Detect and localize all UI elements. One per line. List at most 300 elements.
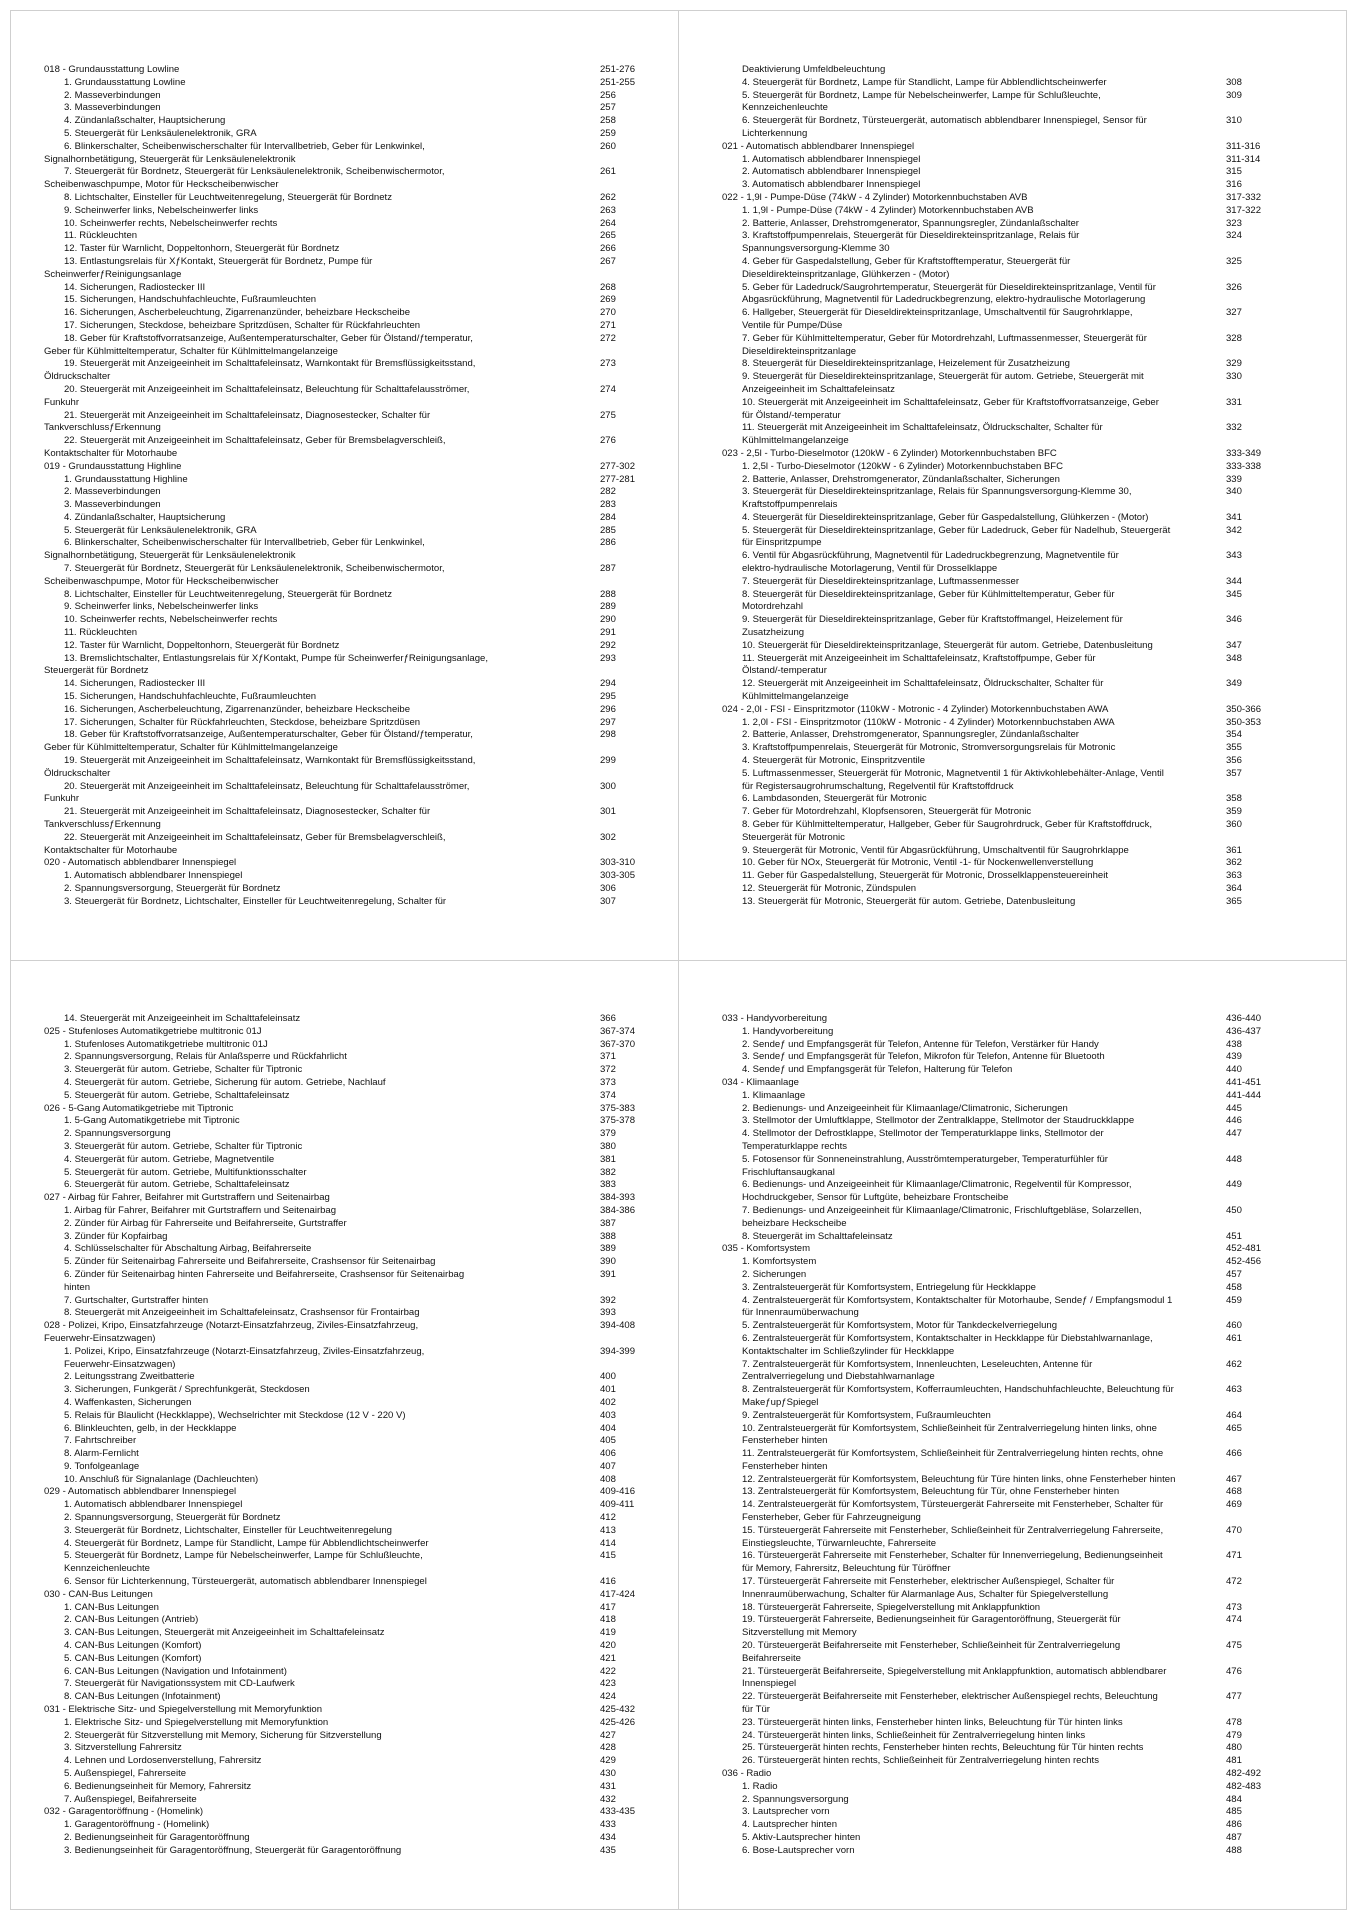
entry-page-number: 272 [600, 332, 616, 344]
toc-subentry [44, 1282, 644, 1295]
entry-page-number: 285 [600, 524, 616, 536]
quadrant-top-left [44, 64, 644, 910]
entry-title: 11. Geber für Gaspedalstellung, Steuergerät für Motronic, Drosselklappensteuereinheit [742, 870, 1108, 882]
toc-subentry [722, 589, 1262, 602]
toc-subentry [44, 1512, 644, 1525]
entry-page-number [600, 550, 644, 563]
toc-subentry [44, 166, 644, 179]
entry-title: 5. Steuergerät für Dieseldirekteinspritzanlage, Geber für Ladedruck, Geber für Nadelhub, Steuergerät [742, 524, 1171, 536]
entry-title: 1. Automatisch abblendbarer Innenspiegel [64, 1499, 243, 1511]
entry-page-number: 303-310 [600, 857, 636, 869]
entry-title: 5. Außenspiegel, Fahrerseite [64, 1768, 187, 1780]
entry-page-number [600, 793, 644, 806]
entry-title: 2. Sendeƒ und Empfangsgerät für Telefon, Antenne für Telefon, Verstärker für Handy [742, 1038, 1099, 1050]
entry-page-number: 275 [600, 409, 616, 421]
entry-title: Kontaktschalter im Schließzylinder für Heckklappe [742, 1345, 955, 1357]
entry-page-number: 425-426 [600, 1716, 636, 1728]
toc-section-entry [44, 857, 644, 870]
toc-subentry [44, 1499, 644, 1512]
entry-page-number: 479 [1226, 1729, 1242, 1741]
entry-title: TankverschlussƒErkennung [44, 819, 161, 831]
entry-title: 024 - 2,0l - FSI - Einspritzmotor (110kW - Motronic - 4 Zylinder) Motorkennbuchstaben AWA [722, 703, 1109, 715]
toc-subentry [722, 422, 1262, 435]
entry-page-number: 357 [1226, 767, 1242, 779]
entry-title: 8. Alarm-Fernlicht [64, 1448, 139, 1460]
entry-page-number: 282 [600, 486, 616, 498]
toc-subentry [722, 1806, 1262, 1819]
entry-page-number: 486 [1226, 1819, 1242, 1831]
entry-page-number [1226, 781, 1262, 794]
toc-subentry [722, 1167, 1262, 1180]
toc-subentry [722, 1512, 1262, 1525]
toc-subentry [44, 1832, 644, 1845]
entry-title: 14. Sicherungen, Radiostecker III [64, 281, 206, 293]
toc-subentry [44, 1781, 644, 1794]
entry-title: Funkuhr [44, 793, 80, 805]
entry-title: Beifahrerseite [742, 1652, 801, 1664]
entry-page-number: 286 [600, 537, 616, 549]
entry-title: 9. Steuergerät für Motronic, Ventil für Abgasrückführung, Umschaltventil für Saugrohrklappe [742, 844, 1129, 856]
entry-title: 1. Airbag für Fahrer, Beifahrer mit Gurtstraffern und Seitenairbag [64, 1204, 337, 1216]
entry-title: Funkuhr [44, 396, 80, 408]
entry-title: 7. Steuergerät für Bordnetz, Steuergerät für Lenksäulenelektronik, Scheibenwischermotor, [64, 166, 445, 178]
entry-title: Kontaktschalter für Motorhaube [44, 844, 178, 856]
toc-subentry [44, 1346, 644, 1359]
toc-subentry [722, 435, 1262, 448]
entry-page-number: 274 [600, 383, 616, 395]
entry-page-number: 480 [1226, 1742, 1242, 1754]
toc-subentry [722, 294, 1262, 307]
entry-title: Fensterheber, Geber für Fahrzeugneigung [742, 1512, 921, 1524]
entry-page-number: 460 [1226, 1320, 1242, 1332]
entry-title: Scheibenwaschpumpe, Motor für Heckscheibenwischer [44, 179, 279, 191]
entry-title: Geber für Kühlmitteltemperatur, Schalter für Kühlmittelmangelanzeige [44, 345, 338, 357]
entry-page-number: 298 [600, 729, 616, 741]
toc-subentry [44, 729, 644, 742]
toc-subentry [44, 1243, 644, 1256]
entry-page-number: 468 [1226, 1486, 1242, 1498]
entry-title: 1. Komfortsystem [742, 1256, 817, 1268]
toc-section-entry [44, 422, 644, 435]
entry-page-number: 404 [600, 1422, 616, 1434]
entry-page-number: 293 [600, 652, 616, 664]
toc-subentry [44, 1179, 644, 1192]
toc-section-entry [722, 1077, 1262, 1090]
toc-subentry [44, 1691, 644, 1704]
toc-subentry [722, 1359, 1262, 1372]
toc-subentry [722, 1384, 1262, 1397]
entry-title: Kontaktschalter für Motorhaube [44, 447, 178, 459]
entry-page-number: 470 [1226, 1524, 1242, 1536]
entry-page-number: 287 [600, 563, 616, 575]
toc-subentry [44, 1013, 644, 1026]
entry-page-number: 350-353 [1226, 716, 1262, 728]
entry-page-number: 257 [600, 102, 616, 114]
toc-subentry [44, 1563, 644, 1576]
toc-subentry [44, 537, 644, 550]
toc-subentry [722, 77, 1262, 90]
toc-subentry [722, 1845, 1262, 1858]
entry-title: 9. Tonfolgeanlage [64, 1460, 140, 1472]
toc-subentry [722, 1371, 1262, 1384]
entry-title: Öldruckschalter [44, 767, 111, 779]
entry-title: 4. Steuergerät für Motronic, Einspritzventile [742, 755, 926, 767]
entry-page-number: 433-435 [600, 1806, 636, 1818]
entry-page-number: 270 [600, 307, 616, 319]
entry-page-number: 471 [1226, 1550, 1242, 1562]
entry-title: für Memory, Fahrersitz, Beleuchtung für Türöffner [742, 1563, 951, 1575]
entry-title: Dieseldirekteinspritzanlage, Glühkerzen - (Motor) [742, 268, 950, 280]
toc-section-entry [44, 1333, 644, 1346]
entry-title: 018 - Grundausstattung Lowline [44, 64, 180, 75]
toc-subentry [722, 1819, 1262, 1832]
quadrant-bottom-right [722, 1013, 1262, 1859]
entry-page-number [1226, 1461, 1262, 1474]
entry-title: 019 - Grundausstattung Highline [44, 460, 182, 472]
entry-page-number: 311-316 [1226, 140, 1261, 152]
entry-page-number: 390 [600, 1256, 616, 1268]
toc-section-entry [722, 448, 1262, 461]
entry-page-number: 387 [600, 1217, 616, 1229]
entry-page-number: 488 [1226, 1844, 1242, 1856]
toc-section-entry [44, 461, 644, 474]
entry-title: 029 - Automatisch abblendbarer Innenspiegel [44, 1486, 237, 1498]
entry-page-number [1226, 1678, 1262, 1691]
entry-page-number [600, 845, 644, 858]
toc-subentry [44, 1576, 644, 1589]
toc-subentry [722, 1627, 1262, 1640]
toc-subentry [722, 1218, 1262, 1231]
entry-title: 4. Steuergerät für Bordnetz, Lampe für Standlicht, Lampe für Abblendlichtscheinwerfer [742, 76, 1107, 88]
toc-section-entry [44, 793, 644, 806]
entry-page-number: 429 [600, 1755, 616, 1767]
toc-subentry [44, 1794, 644, 1807]
toc-subentry [44, 755, 644, 768]
entry-title: 11. Steuergerät mit Anzeigeeinheit im Schalttafeleinsatz, Kraftstoffpumpe, Geber für [742, 652, 1096, 664]
entry-page-number: 260 [600, 140, 616, 152]
entry-title: Spannungsversorgung-Klemme 30 [742, 243, 890, 255]
entry-title: 13. Zentralsteuergerät für Komfortsystem, Beleuchtung für Tür, ohne Fensterheber hinten [742, 1486, 1120, 1498]
entry-title: 5. CAN-Bus Leitungen (Komfort) [64, 1652, 202, 1664]
entry-page-number [1226, 320, 1262, 333]
entry-title: 5. Steuergerät für autom. Getriebe, Schalttafeleinsatz [64, 1089, 290, 1101]
entry-page-number: 316 [1226, 179, 1242, 191]
entry-title: 2. Batterie, Anlasser, Drehstromgenerator, Spannungsregler, Zündanlaßschalter [742, 217, 1079, 229]
toc-subentry [44, 1039, 644, 1052]
entry-page-number: 401 [600, 1384, 616, 1396]
entry-page-number: 413 [600, 1524, 616, 1536]
entry-page-number: 359 [1226, 806, 1242, 818]
entry-page-number [1226, 1653, 1262, 1666]
entry-page-number: 307 [600, 895, 616, 907]
entry-title: 6. Bose-Lautsprecher vorn [742, 1844, 855, 1856]
toc-subentry [44, 1550, 644, 1563]
toc-section-entry [44, 1486, 644, 1499]
entry-page-number: 424 [600, 1691, 616, 1703]
entry-title: 3. Sitzverstellung Fahrersitz [64, 1742, 182, 1754]
toc-subentry [722, 806, 1262, 819]
entry-title: Öldruckschalter [44, 371, 111, 383]
entry-page-number: 366 [600, 1013, 616, 1024]
toc-subentry [44, 1090, 644, 1103]
entry-title: Signalhornbetätigung, Steuergerät für Lenksäulenelektronik [44, 153, 296, 165]
entry-page-number: 375-378 [600, 1115, 636, 1127]
entry-title: 24. Türsteuergerät hinten links, Schließeinheit für Zentralverriegelung hinten links [742, 1729, 1086, 1741]
entry-title: Hochdruckgeber, Sensor für Luftgüte, beheizbare Frontscheibe [742, 1192, 1009, 1204]
entry-page-number: 256 [600, 89, 616, 101]
toc-subentry [722, 230, 1262, 243]
toc-subentry [722, 1320, 1262, 1333]
entry-page-number: 419 [600, 1627, 616, 1639]
toc-subentry [44, 1435, 644, 1448]
entry-page-number: 342 [1226, 524, 1242, 536]
entry-title: 7. Außenspiegel, Beifahrerseite [64, 1793, 197, 1805]
toc-subentry [722, 486, 1262, 499]
entry-page-number: 296 [600, 703, 616, 715]
entry-title: 12. Steuergerät mit Anzeigeeinheit im Schalttafeleinsatz, Öldruckschalter, Schalter für [742, 678, 1104, 690]
entry-page-number: 449 [1226, 1179, 1242, 1191]
entry-title: 12. Zentralsteuergerät für Komfortsystem, Beleuchtung für Türe hinten links, ohne Fensterheber hinten [742, 1473, 1176, 1485]
entry-page-number: 462 [1226, 1358, 1242, 1370]
entry-title: 13. Bremslichtschalter, Entlastungsrelais für XƒKontakt, Pumpe für ScheinwerferƒReinigungsanlage, [64, 652, 489, 664]
entry-page-number: 389 [600, 1243, 616, 1255]
toc-subentry [722, 665, 1262, 678]
entry-page-number: 458 [1226, 1281, 1242, 1293]
toc-subentry [44, 1627, 644, 1640]
entry-page-number: 258 [600, 115, 616, 127]
entry-title: 6. Blinkerschalter, Scheibenwischerschalter für Intervallbetrieb, Geber für Lenkwinkel, [64, 140, 425, 152]
toc-subentry [722, 154, 1262, 167]
entry-title: 4. Steuergerät für autom. Getriebe, Magnetventile [64, 1153, 275, 1165]
toc-section-entry [722, 141, 1262, 154]
toc-subentry [722, 205, 1262, 218]
entry-page-number: 482-483 [1226, 1780, 1262, 1792]
toc-subentry [44, 474, 644, 487]
entry-title: 4. Geber für Gaspedalstellung, Geber für Kraftstofftemperatur, Steuergerät für [742, 255, 1071, 267]
entry-page-number: 262 [600, 191, 616, 203]
toc-subentry [44, 1167, 644, 1180]
entry-title: 14. Steuergerät mit Anzeigeeinheit im Schalttafeleinsatz [64, 1013, 301, 1024]
toc-subentry [44, 320, 644, 333]
entry-page-number: 266 [600, 243, 616, 255]
entry-page-number: 326 [1226, 281, 1242, 293]
entry-page-number: 478 [1226, 1716, 1242, 1728]
toc-subentry [44, 1205, 644, 1218]
quadrant-top-right [722, 64, 1262, 910]
entry-page-number: 446 [1226, 1115, 1242, 1127]
toc-subentry [722, 1051, 1262, 1064]
entry-title: 020 - Automatisch abblendbarer Innenspiegel [44, 857, 237, 869]
entry-page-number [1226, 1218, 1262, 1231]
toc-subentry [722, 1307, 1262, 1320]
entry-page-number: 299 [600, 755, 616, 767]
entry-page-number: 382 [600, 1166, 616, 1178]
entry-page-number: 332 [1226, 422, 1242, 434]
entry-page-number: 457 [1226, 1268, 1242, 1280]
toc-subentry [44, 1678, 644, 1691]
entry-title: 3. Masseverbindungen [64, 499, 161, 511]
entry-page-number [600, 397, 644, 410]
entry-page-number: 372 [600, 1064, 616, 1076]
entry-page-number: 373 [600, 1076, 616, 1088]
toc-subentry [722, 256, 1262, 269]
entry-page-number: 267 [600, 255, 616, 267]
entry-title: 2. Spannungsversorgung, Relais für Anlaßsperre und Rückfahrlicht [64, 1051, 347, 1063]
entry-page-number: 391 [600, 1268, 616, 1280]
entry-title: 2. Spannungsversorgung [742, 1793, 849, 1805]
entry-page-number [1226, 269, 1262, 282]
toc-subentry [722, 1282, 1262, 1295]
entry-page-number: 422 [600, 1665, 616, 1677]
toc-section-entry [722, 1243, 1262, 1256]
entry-page-number: 436-440 [1226, 1013, 1262, 1024]
toc-subentry [722, 742, 1262, 755]
entry-title: 023 - 2,5l - Turbo-Dieselmotor (120kW - 6 Zylinder) Motorkennbuchstaben BFC [722, 447, 1057, 459]
toc-subentry [44, 512, 644, 525]
entry-title: 034 - Klimaanlage [722, 1076, 799, 1088]
entry-page-number: 363 [1226, 870, 1242, 882]
toc-subentry [722, 729, 1262, 742]
entry-title: 7. Zentralsteuergerät für Komfortsystem, Innenleuchten, Leseleuchten, Antenne für [742, 1358, 1093, 1370]
toc-subentry [722, 896, 1262, 909]
entry-page-number: 402 [600, 1396, 616, 1408]
toc-subentry [722, 550, 1262, 563]
entry-page-number [1226, 1371, 1262, 1384]
entry-page-number: 433 [600, 1819, 616, 1831]
entry-title: 1. Grundausstattung Highline [64, 473, 188, 485]
toc-subentry [44, 1525, 644, 1538]
toc-subentry [44, 1128, 644, 1141]
toc-subentry [44, 256, 644, 269]
entry-page-number [600, 269, 644, 282]
entry-page-number: 283 [600, 499, 616, 511]
entry-page-number: 403 [600, 1409, 616, 1421]
toc-subentry [722, 474, 1262, 487]
entry-page-number: 328 [1226, 332, 1242, 344]
entry-title: 1. Garagentoröffnung - (Homelink) [64, 1819, 210, 1831]
toc-subentry [722, 1397, 1262, 1410]
toc-subentry [44, 1064, 644, 1077]
entry-page-number: 310 [1226, 115, 1242, 127]
entry-title: 10. Geber für NOx, Steuergerät für Motronic, Ventil -1- für Nockenwellenverstellung [742, 857, 1094, 869]
entry-page-number: 354 [1226, 729, 1242, 741]
toc-subentry [44, 230, 644, 243]
toc-subentry [722, 410, 1262, 423]
toc-section-entry [44, 1320, 644, 1333]
toc-subentry [722, 1295, 1262, 1308]
entry-page-number: 364 [1226, 883, 1242, 894]
entry-title: 21. Steuergerät mit Anzeigeeinheit im Schalttafeleinsatz, Diagnosestecker, Schalter für [64, 806, 431, 818]
entry-page-number: 367-374 [600, 1025, 636, 1037]
entry-page-number: 405 [600, 1435, 616, 1447]
toc-subentry [44, 781, 644, 794]
toc-section-entry [44, 1806, 644, 1819]
entry-page-number: 265 [600, 230, 616, 242]
toc-subentry [722, 576, 1262, 589]
entry-page-number: 367-370 [600, 1038, 636, 1050]
entry-page-number: 475 [1226, 1640, 1242, 1652]
entry-title: Innenspiegel [742, 1678, 797, 1690]
entry-title: 3. Kraftstoffpumpenrelais, Steuergerät für Motronic, Stromversorgungsrelais für Motronic [742, 742, 1116, 754]
entry-page-number: 323 [1226, 217, 1242, 229]
entry-title: 2. Spannungsversorgung [64, 1128, 171, 1140]
entry-page-number: 485 [1226, 1806, 1242, 1818]
entry-title: 3. Bedienungseinheit für Garagentoröffnung, Steuergerät für Garagentoröffnung [64, 1844, 402, 1856]
toc-subentry [722, 1423, 1262, 1436]
entry-page-number [600, 422, 644, 435]
toc-subentry [722, 1563, 1262, 1576]
entry-title: 10. Steuergerät für Dieseldirekteinspritzanlage, Steuergerät für autom. Getriebe, Datenbusleitung [742, 639, 1153, 651]
entry-page-number: 447 [1226, 1128, 1242, 1140]
toc-subentry [722, 1730, 1262, 1743]
entry-title: 8. Lichtschalter, Einsteller für Leuchtweitenregelung, Steuergerät für Bordnetz [64, 191, 392, 203]
entry-title: 19. Türsteuergerät Fahrerseite, Bedienungseinheit für Garagentoröffnung, Steuergerät für [742, 1614, 1121, 1626]
entry-title: 035 - Komfortsystem [722, 1243, 811, 1255]
entry-title: 26. Türsteuergerät hinten rechts, Schließeinheit für Zentralverriegelung hinten rechts [742, 1755, 1099, 1767]
entry-page-number: 361 [1226, 844, 1242, 856]
toc-subentry [722, 1064, 1262, 1077]
entry-title: 3. Steuergerät für Dieseldirekteinspritzanlage, Relais für Spannungsversorgung-Klemme 30, [742, 486, 1132, 498]
entry-title: 8. Steuergerät für Dieseldirekteinspritzanlage, Heizelement für Zusatzheizung [742, 358, 1070, 370]
toc-subentry [44, 1371, 644, 1384]
entry-title: Fensterheber hinten [742, 1460, 828, 1472]
toc-subentry [722, 678, 1262, 691]
entry-title: Steuergerät für Motronic [742, 831, 845, 843]
entry-page-number [1226, 1141, 1262, 1154]
entry-title: 4. CAN-Bus Leitungen (Komfort) [64, 1640, 202, 1652]
entry-title: 033 - Handyvorbereitung [722, 1013, 828, 1024]
entry-title: Kühlmittelmangelanzeige [742, 435, 849, 447]
entry-title: 021 - Automatisch abblendbarer Innenspiegel [722, 140, 915, 152]
toc-section-entry [44, 269, 644, 282]
toc-subentry [44, 1538, 644, 1551]
toc-subentry [722, 1742, 1262, 1755]
entry-title: 022 - 1,9l - Pumpe-Düse (74kW - 4 Zylinder) Motorkennbuchstaben AVB [722, 191, 1028, 203]
entry-title: Steuergerät für Bordnetz [44, 665, 149, 677]
toc-subentry [722, 1256, 1262, 1269]
entry-page-number: 356 [1226, 755, 1242, 767]
entry-page-number: 459 [1226, 1294, 1242, 1306]
entry-page-number [1226, 1192, 1262, 1205]
entry-title: Fensterheber hinten [742, 1435, 828, 1447]
toc-subentry [722, 1653, 1262, 1666]
entry-page-number: 273 [600, 358, 616, 370]
entry-page-number: 452-481 [1226, 1243, 1262, 1255]
toc-subentry [722, 499, 1262, 512]
entry-title: 1. Grundausstattung Lowline [64, 76, 186, 88]
entry-title: 7. Bedienungs- und Anzeigeeinheit für Klimaanlage/Climatronic, Frischluftgebläse, Solarzellen, [742, 1204, 1142, 1216]
toc-section-entry [44, 742, 644, 755]
entry-title: 5. Luftmassenmesser, Steuergerät für Motronic, Magnetventil 1 für Aktivkohlebehälter-Anlage, Ventil [742, 767, 1164, 779]
entry-page-number: 290 [600, 614, 616, 626]
entry-page-number: 339 [1226, 473, 1242, 485]
entry-page-number: 450 [1226, 1204, 1242, 1216]
entry-title: 1. 5-Gang Automatikgetriebe mit Tiptronic [64, 1115, 240, 1127]
entry-page-number: 345 [1226, 588, 1242, 600]
toc-section-entry [44, 154, 644, 167]
entry-title: 3. Steuergerät für Bordnetz, Lichtschalter, Einsteller für Leuchtweitenregelung, Schalter für [64, 895, 447, 907]
entry-title: für Tür [742, 1704, 770, 1716]
toc-subentry [722, 358, 1262, 371]
toc-subentry [722, 461, 1262, 474]
entry-page-number: 465 [1226, 1422, 1242, 1434]
toc-subentry [722, 1346, 1262, 1359]
toc-subentry [722, 768, 1262, 781]
entry-title: 20. Türsteuergerät Beifahrerseite mit Fensterheber, Schließeinheit für Zentralverriegelung [742, 1640, 1121, 1652]
toc-subentry [44, 1218, 644, 1231]
toc-subentry [722, 640, 1262, 653]
entry-title: 6. Steuergerät für autom. Getriebe, Schalttafeleinsatz [64, 1179, 290, 1191]
